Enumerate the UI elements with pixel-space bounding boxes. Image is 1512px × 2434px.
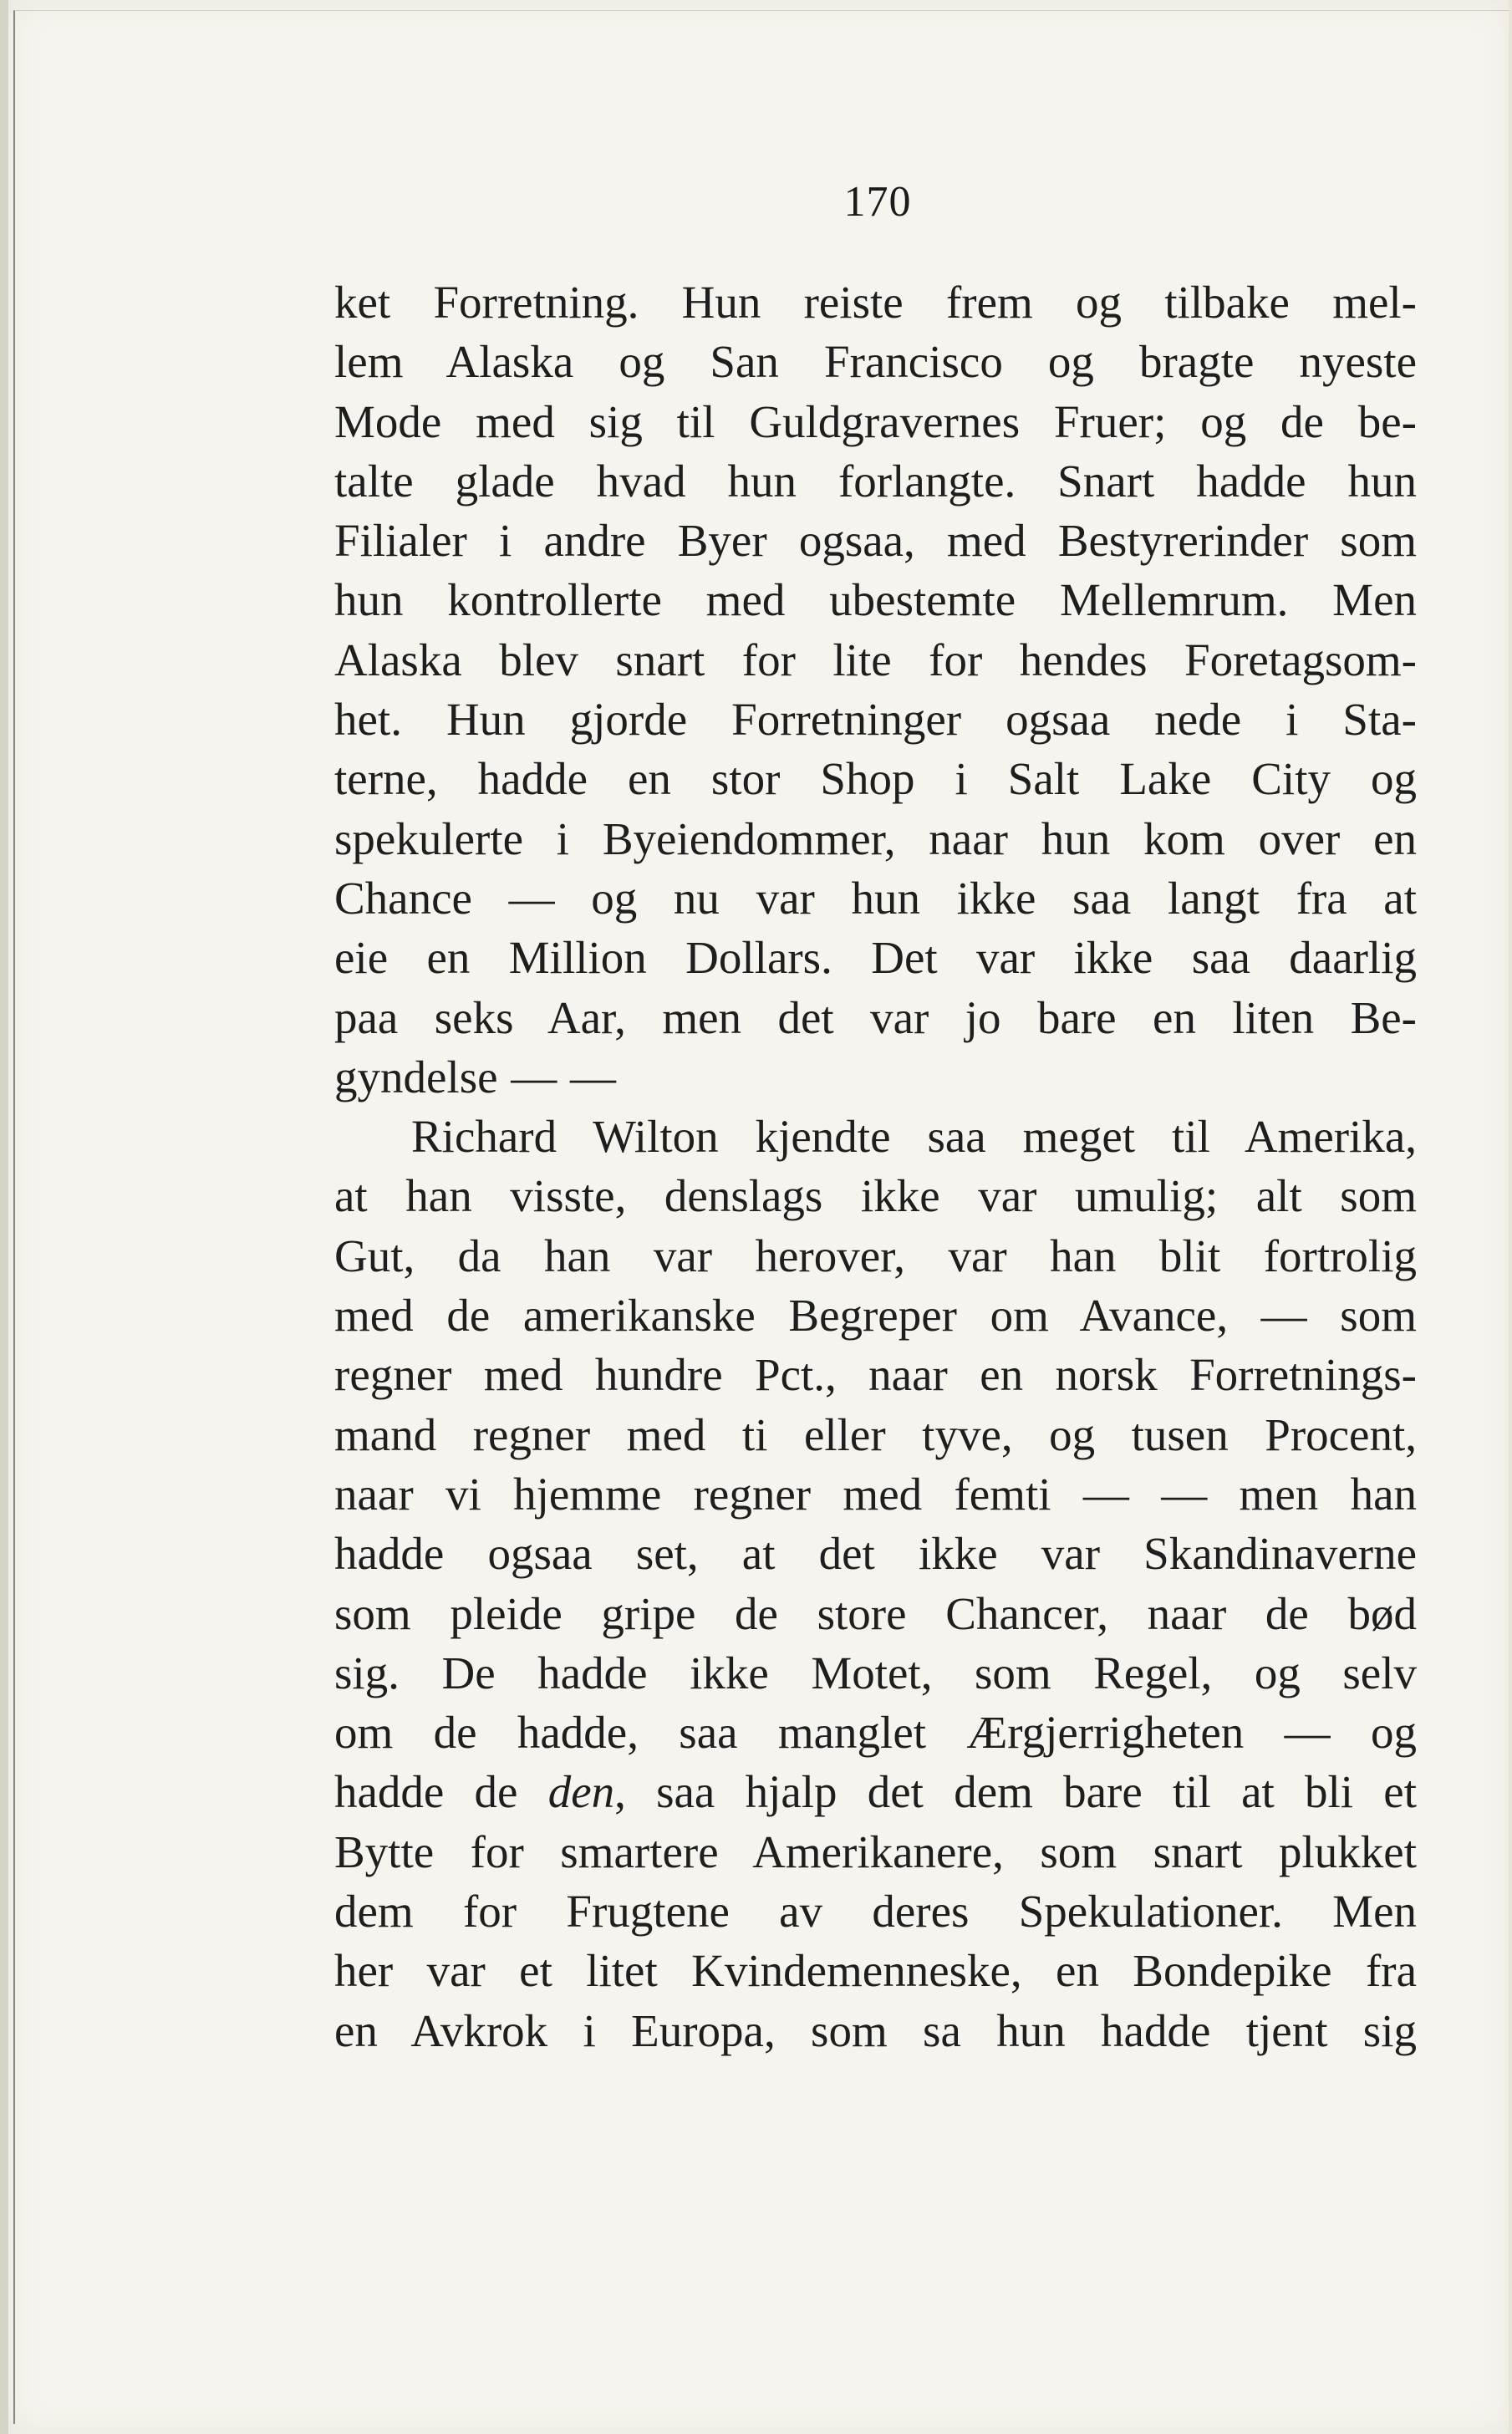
text-line-8: het. Hun gjorde Forretninger ogsaa nede i Sta- xyxy=(334,694,1417,746)
text-line-22: hadde ogsaa set, at det ikke var Skandinaverne xyxy=(334,1528,1417,1580)
text-line-2: lem Alaska og San Francisco og bragte nyeste xyxy=(334,336,1417,388)
text-line-10: spekulerte i Byeiendommer, naar hun kom over en xyxy=(334,812,1417,864)
page-right-edge xyxy=(1509,0,1512,2434)
book-page xyxy=(8,0,1512,2434)
text-line-28: dem for Frugtene av deres Spekulationer. Men xyxy=(334,1886,1417,1938)
text-line-6: hun kontrollerte med ubestemte Mellemrum. Men xyxy=(334,574,1417,626)
text-line-12: eie en Million Dollars. Det var ikke saa daarlig xyxy=(334,932,1417,984)
text-line-30: en Avkrok i Europa, som sa hun hadde tjent sig xyxy=(334,2004,1417,2056)
text-line-26-end: , saa hjalp det dem bare til at bli et xyxy=(614,1766,1417,1818)
text-line-16: at han visste, denslags ikke var umulig; alt som xyxy=(334,1170,1417,1222)
text-line-13: paa seks Aar, men det var jo bare en liten Be- xyxy=(334,991,1417,1043)
text-line-3: Mode med sig til Guldgravernes Fruer; og de be- xyxy=(334,395,1417,447)
page-number: 170 xyxy=(843,178,912,226)
text-line-9: terne, hadde en stor Shop i Salt Lake City og xyxy=(334,753,1417,805)
text-line-11: Chance — og nu var hun ikke saa langt fra at xyxy=(334,872,1417,924)
text-line-26 xyxy=(334,1762,1417,1821)
text-line-23: som pleide gripe de store Chancer, naar de bød xyxy=(334,1587,1417,1639)
text-line-25: om de hadde, saa manglet Ærgjerrigheten — og xyxy=(334,1707,1417,1759)
body-text xyxy=(334,272,1417,2060)
text-line-19: regner med hundre Pct., naar en norsk Forretnings- xyxy=(334,1349,1417,1401)
italic-word: den xyxy=(547,1766,615,1818)
text-line-5: Filialer i andre Byer ogsaa, med Bestyrerinder som xyxy=(334,515,1417,567)
text-line-18: med de amerikanske Begreper om Avance, — som xyxy=(334,1290,1417,1342)
text-line-17: Gut, da han var herover, var han blit fortrolig xyxy=(334,1230,1417,1281)
text-line-15: Richard Wilton kjendte saa meget til Amerika, xyxy=(411,1111,1417,1163)
text-line-7: Alaska blev snart for lite for hendes Foretagsom- xyxy=(334,634,1417,685)
text-line-24: sig. De hadde ikke Motet, som Regel, og selv xyxy=(334,1647,1417,1698)
text-line-26-start: hadde de xyxy=(334,1766,548,1818)
text-line-21: naar vi hjemme regner med femti — — men han xyxy=(334,1468,1417,1520)
text-line-27: Bytte for smartere Amerikanere, som snart plukket xyxy=(334,1826,1417,1877)
text-line-4: talte glade hvad hun forlangte. Snart hadde hun xyxy=(334,455,1417,507)
text-line-1: ket Forretning. Hun reiste frem og tilbake mel- xyxy=(334,277,1417,328)
text-line-20: mand regner med ti eller tyve, og tusen Procent, xyxy=(334,1408,1417,1460)
text-line-14: gyndelse — — xyxy=(334,1051,617,1102)
text-line-29: her var et litet Kvindemenneske, en Bondepike fra xyxy=(334,1945,1417,1997)
